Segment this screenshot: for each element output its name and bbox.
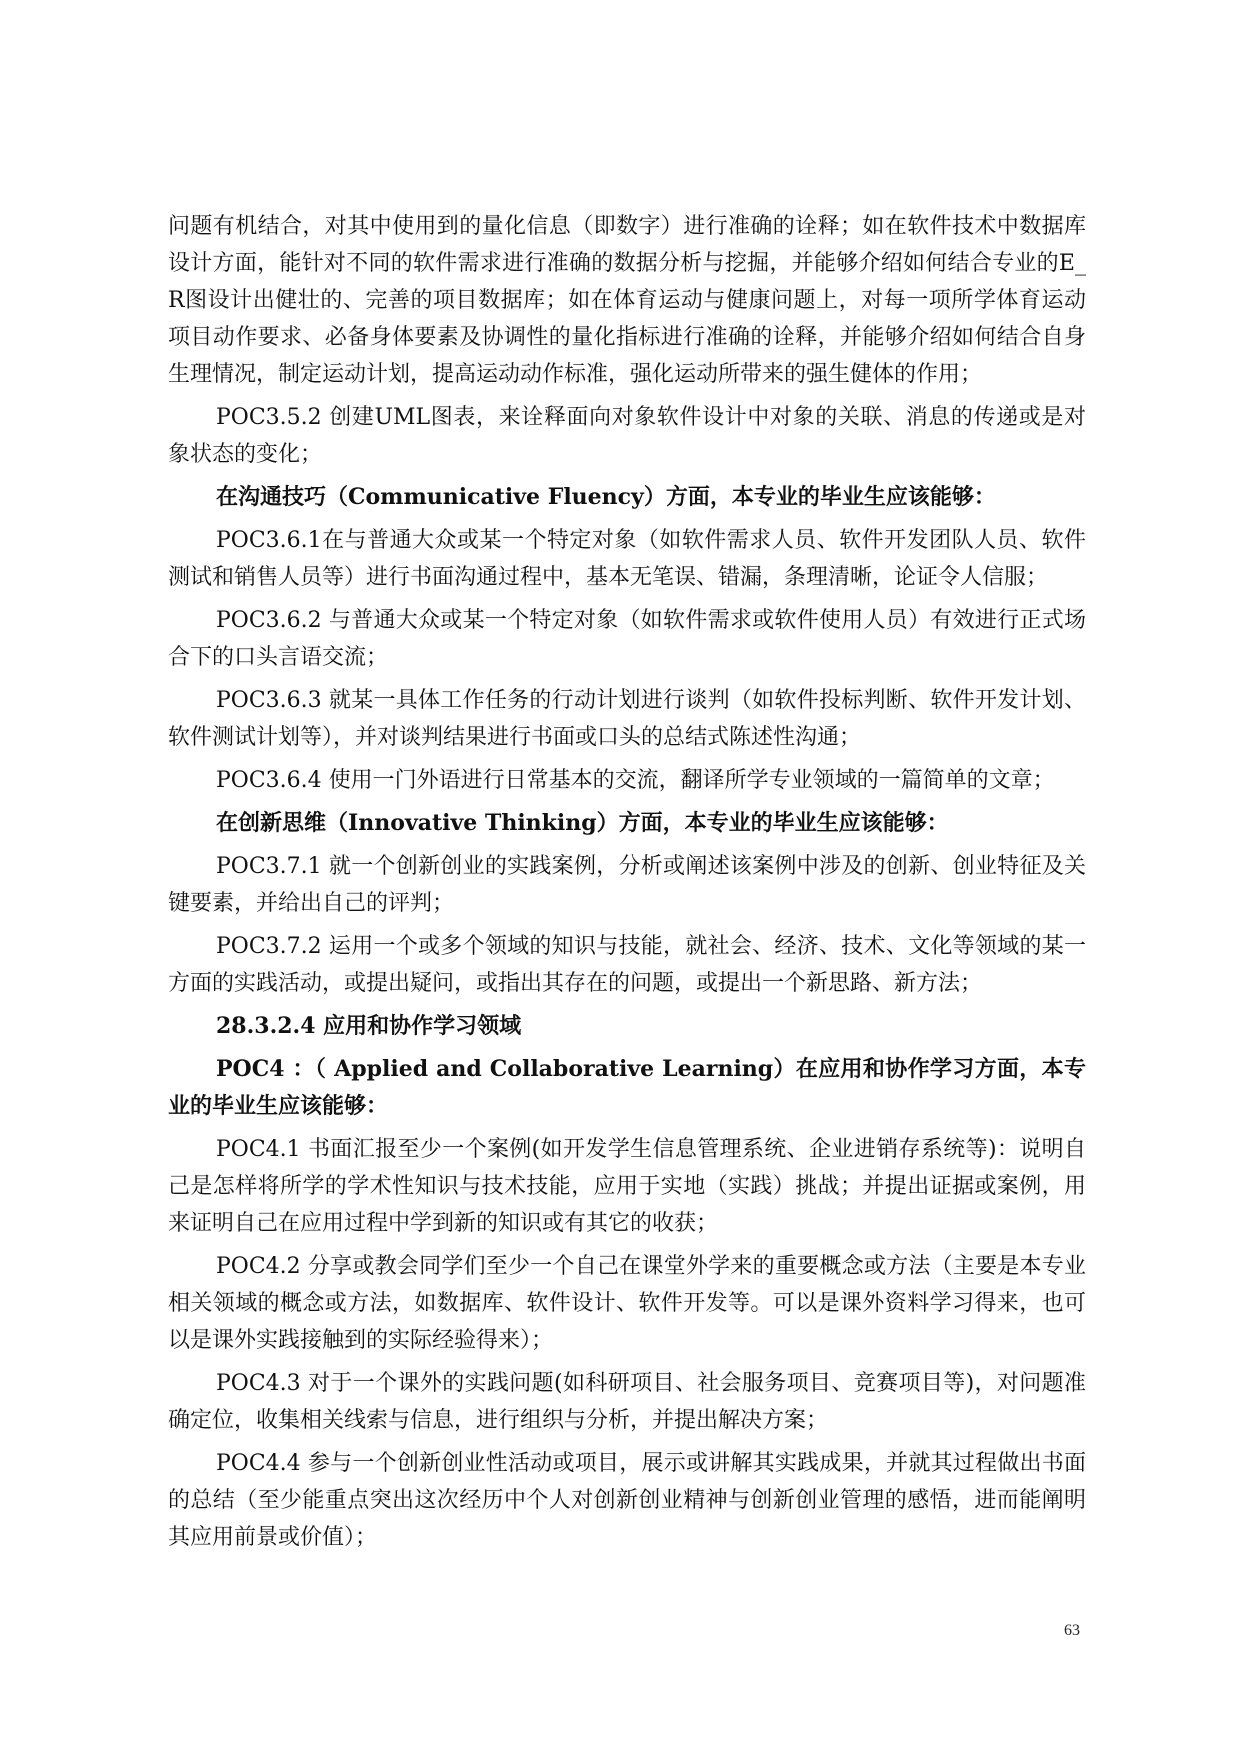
heading-communicative-fluency: 在沟通技巧（Communicative Fluency）方面，本专业的毕业生应该能够： [216,484,996,510]
page-body [168,208,1086,1562]
paragraph-poc362: POC3.6.2 与普通大众或某一个特定对象（如软件需求或软件使用人员）有效进行正式场合下的口头言语交流； [168,608,1086,670]
paragraph-poc363: POC3.6.3 就某一具体工作任务的行动计划进行谈判（如软件投标判断、软件开发计划、软件测试计划等），并对谈判结果进行书面或口头的总结式陈述性沟通； [168,688,1086,750]
paragraph-poc42: POC4.2 分享或教会同学们至少一个自己在课堂外学来的重要概念或方法（主要是本专业相关领域的概念或方法，如数据库、软件设计、软件开发等。可以是课外资料学习得来，也可以是课外实践接触到的实际经验得来）； [168,1254,1086,1353]
paragraph-quantitative: 问题有机结合，对其中使用到的量化信息（即数字）进行准确的诠释；如在软件技术中数据库设计方面，能针对不同的软件需求进行准确的数据分析与挖掘，并能够介绍如何结合专业的E_R图设计出健壮的、完善的项目数据库；如在体育运动与健康问题上，对每一项所学体育运动项目动作要求、必备身体要素及协调性的量化指标进行准确的诠释，并能够介绍如何结合自身生理情况，制定运动计划，提高运动动作标准，强化运动所带来的强生健体的作用； [168,214,1086,387]
heading-innovative-thinking: 在创新思维（Innovative Thinking）方面，本专业的毕业生应该能够： [216,810,949,836]
paragraph-poc352: POC3.5.2 创建UML图表，来诠释面向对象软件设计中对象的关联、消息的传递或是对象状态的变化； [168,405,1086,467]
paragraph-poc364: POC3.6.4 使用一门外语进行日常基本的交流，翻译所学专业领域的一篇简单的文章； [216,768,1055,793]
paragraph-poc43: POC4.3 对于一个课外的实践问题(如科研项目、社会服务项目、竞赛项目等)，对问题准确定位，收集相关线索与信息，进行组织与分析，并提出解决方案； [168,1371,1086,1433]
paragraph-poc41: POC4.1 书面汇报至少一个案例(如开发学生信息管理系统、企业进销存系统等)：说明自己是怎样将所学的学术性知识与技术技能，应用于实地（实践）挑战；并提出证据或案例，用来证明自己在应用过程中学到新的知识或有其它的收获； [168,1137,1086,1236]
paragraph-poc372: POC3.7.2 运用一个或多个领域的知识与技能，就社会、经济、技术、文化等领域的某一方面的实践活动，或提出疑问，或指出其存在的问题，或提出一个新思路、新方法； [168,934,1086,996]
heading-poc4-applied-collaborative: POC4 ：（ Applied and Collaborative Learning）在应用和协作学习方面，本专业的毕业生应该能够： [168,1056,1086,1119]
paragraph-poc371: POC3.7.1 就一个创新创业的实践案例，分析或阐述该案例中涉及的创新、创业特征及关键要素，并给出自己的评判； [168,854,1086,916]
paragraph-poc44: POC4.4 参与一个创新创业性活动或项目，展示或讲解其实践成果，并就其过程做出书面的总结（至少能重点突出这次经历中个人对创新创业精神与创新创业管理的感悟，进而能阐明其应用前景或价值）； [168,1451,1086,1550]
section-heading-28324: 28.3.2.4 应用和协作学习领域 [216,1013,522,1039]
paragraph-poc361: POC3.6.1在与普通大众或某一个特定对象（如软件需求人员、软件开发团队人员、软件测试和销售人员等）进行书面沟通过程中，基本无笔误、错漏，条理清晰，论证令人信服； [168,528,1086,590]
page-number: 63 [1064,1622,1080,1639]
